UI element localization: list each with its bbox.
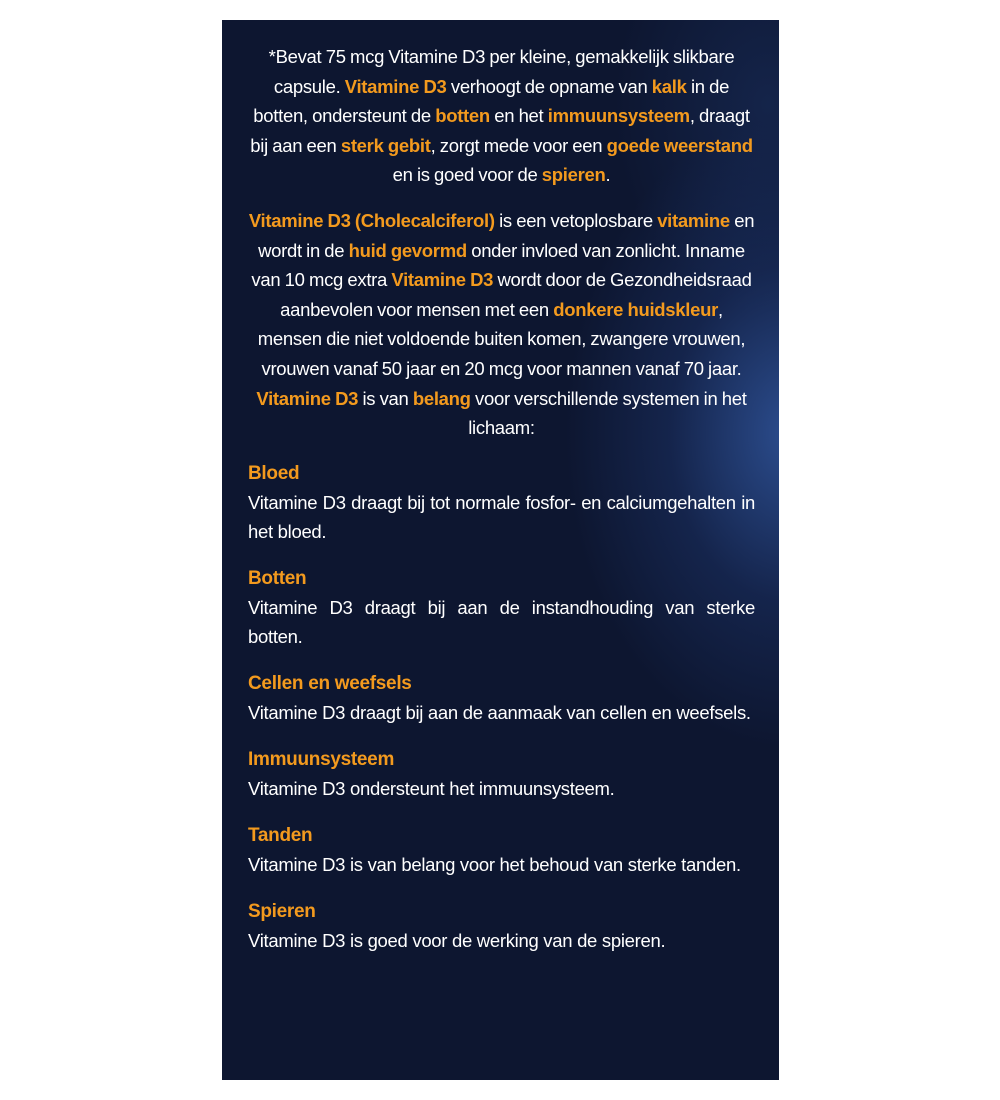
highlight-text: Vitamine D3 — [256, 387, 359, 409]
product-info-panel — [222, 20, 779, 1080]
highlight-text: donkere huidskleur — [553, 298, 718, 320]
section-title: Spieren — [248, 900, 316, 922]
text-run: voor verschillende systemen in het lichaam: — [468, 387, 747, 439]
text-run: , draagt bij aan een — [250, 105, 750, 156]
intro-text — [248, 42, 755, 443]
section-title: Tanden — [248, 824, 313, 846]
section-title: Cellen en weefsels — [248, 672, 412, 694]
section-title: Bloed — [248, 462, 300, 484]
text-run: . — [605, 164, 611, 186]
benefit-sections — [248, 459, 755, 955]
section-text: Vitamine D3 draagt bij aan de aanmaak van cellen en weefsels. — [248, 701, 751, 723]
section-text: Vitamine D3 draagt bij tot normale fosfor- en calciumgehalten in het bloed. — [248, 491, 755, 542]
section-text: Vitamine D3 is goed voor de werking van de spieren. — [248, 929, 666, 951]
text-run: verhoogt de opname van — [446, 75, 652, 97]
text-run: in de botten, ondersteunt de — [253, 75, 730, 127]
text-run: , zorgt mede voor een — [430, 134, 607, 156]
text-run: is van — [358, 387, 413, 409]
section-tanden — [248, 821, 755, 879]
section-cellen-en-weefsels — [248, 669, 755, 727]
text-run: onder invloed van zonlicht. Inname van 10 mcg extra — [251, 239, 745, 291]
highlight-text: kalk — [651, 75, 687, 97]
text-run: wordt door de Gezondheidsraad aanbevolen voor mensen met een — [280, 269, 752, 320]
text-run: en het — [489, 105, 548, 127]
intro-paragraph-1 — [248, 42, 755, 190]
highlight-text: belang — [412, 387, 471, 409]
section-text: Vitamine D3 is van belang voor het behoud van sterke tanden. — [248, 853, 741, 875]
text-run: is een vetoplosbare — [494, 209, 658, 231]
highlight-text: immuunsysteem — [547, 105, 690, 127]
text-run: en wordt in de — [258, 209, 755, 261]
intro-paragraph-2 — [248, 206, 755, 443]
highlight-text: Vitamine D3 (Cholecalciferol) — [248, 209, 495, 231]
section-immuunsysteem — [248, 745, 755, 803]
section-bloed — [248, 459, 755, 546]
highlight-text: botten — [435, 105, 490, 127]
section-text: Vitamine D3 draagt bij aan de instandhouding van sterke botten. — [248, 596, 755, 647]
text-run: *Bevat 75 mcg Vitamine D3 per kleine, gemakkelijk slikbare capsule. — [268, 46, 735, 97]
highlight-text: vitamine — [657, 209, 730, 231]
highlight-text: huid gevormd — [348, 239, 467, 261]
highlight-text: Vitamine D3 — [391, 269, 494, 291]
highlight-text: sterk gebit — [340, 134, 431, 156]
section-spieren — [248, 897, 755, 955]
highlight-text: spieren — [541, 164, 606, 186]
section-title: Immuunsysteem — [248, 748, 395, 770]
highlight-text: Vitamine D3 — [344, 75, 447, 97]
section-title: Botten — [248, 567, 307, 589]
text-run: , mensen die niet voldoende buiten komen, zwangere vrouwen, vrouwen vanaf 50 jaar en 20 mcg voor mannen vanaf 70 jaar. — [257, 298, 746, 379]
highlight-text: goede weerstand — [606, 134, 753, 156]
section-text: Vitamine D3 ondersteunt het immuunsysteem. — [248, 777, 615, 799]
section-botten — [248, 564, 755, 651]
text-run: en is goed voor de — [392, 164, 542, 186]
